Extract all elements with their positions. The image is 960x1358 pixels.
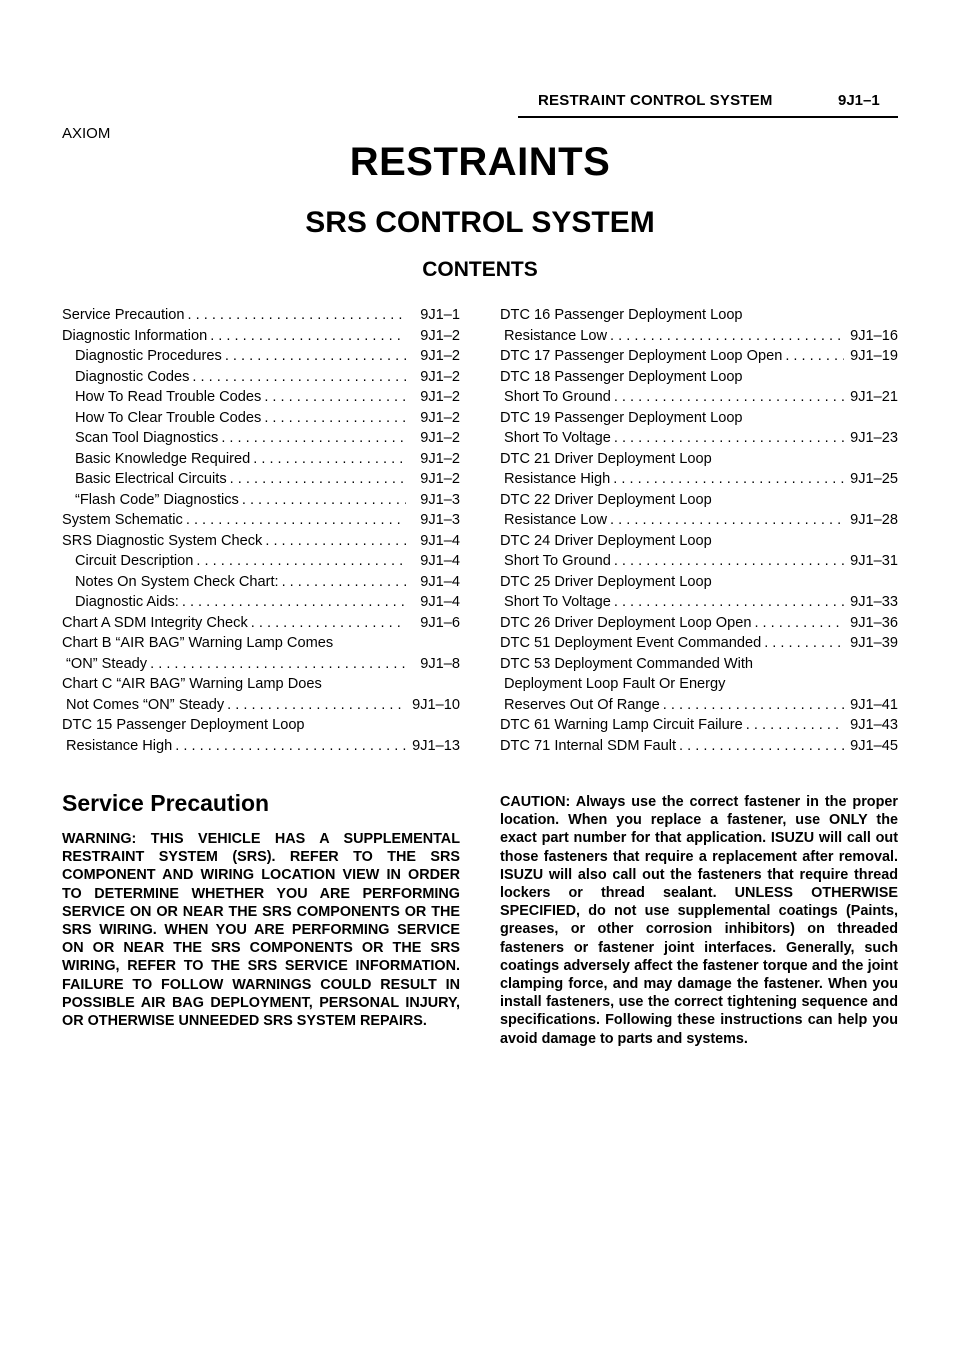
toc-entry-title: How To Clear Trouble Codes (75, 409, 262, 426)
toc-dot-leader (264, 408, 406, 429)
toc-entry-line: Chart C “AIR BAG” Warning Lamp Does (62, 676, 322, 692)
toc-entry-title: SRS Diagnostic System Check (62, 532, 263, 549)
toc-entry-title: Resistance Low (504, 512, 608, 528)
toc-dot-leader (785, 346, 844, 367)
toc-entry-title: DTC 61 Warning Lamp Circuit Failure (500, 717, 743, 733)
toc-entry-line: DTC 24 Driver Deployment Loop (500, 532, 712, 549)
toc-entry (62, 633, 460, 674)
toc-entry (500, 408, 898, 449)
toc-dot-leader (242, 490, 406, 511)
toc-page-number: 9J1–25 (850, 471, 898, 487)
toc-page-number: 9J1–2 (420, 430, 460, 446)
toc-entry (62, 490, 460, 511)
toc-entry (500, 715, 898, 736)
toc-entry (62, 469, 460, 490)
toc-page-number: 9J1–2 (420, 471, 460, 487)
toc-dot-leader (282, 572, 406, 593)
toc-entry (62, 531, 460, 552)
toc-entry-title: DTC 26 Driver Deployment Loop Open (500, 614, 752, 631)
toc-entry (500, 572, 898, 613)
toc-entry-title: Service Precaution (62, 307, 185, 323)
toc-page-number: 9J1–3 (420, 512, 460, 528)
toc-entry (500, 367, 898, 408)
toc-entry-line: DTC 22 Driver Deployment Loop (500, 491, 712, 508)
toc-entry-title: “ON” Steady (66, 655, 148, 672)
toc-page-number: 9J1–28 (850, 512, 898, 528)
toc-page-number: 9J1–4 (420, 594, 460, 610)
toc-page-number: 9J1–19 (850, 348, 898, 364)
toc-entry (500, 346, 898, 367)
toc-page-number: 9J1–2 (420, 348, 460, 364)
toc-dot-leader (251, 613, 406, 634)
toc-page-number: 9J1–6 (420, 614, 460, 631)
toc-entry (62, 408, 460, 429)
toc-entry-title: Short To Ground (504, 389, 611, 405)
toc-dot-leader (679, 736, 844, 757)
toc-entry (62, 572, 460, 593)
toc-dot-leader (253, 449, 406, 470)
toc-entry-title: Diagnostic Codes (75, 368, 190, 385)
toc-entry-title: Not Comes “ON” Steady (66, 696, 225, 713)
toc-page-number: 9J1–1 (420, 307, 460, 323)
toc-entry-title: Chart A SDM Integrity Check (62, 614, 248, 631)
toc-dot-leader (663, 695, 844, 716)
toc-entry (62, 674, 460, 715)
toc-dot-leader (613, 469, 844, 490)
toc-page-number: 9J1–36 (850, 614, 898, 631)
toc-dot-leader (764, 633, 844, 654)
toc-entry (62, 510, 460, 531)
toc-page-number: 9J1–33 (850, 594, 898, 610)
toc-dot-leader (614, 551, 844, 572)
toc-entry (62, 449, 460, 470)
model-label: AXIOM (62, 125, 111, 142)
toc-entry (500, 490, 898, 531)
toc-entry-line: DTC 53 Deployment Commanded With (500, 655, 754, 672)
toc-entry (62, 305, 460, 326)
toc-entry (500, 449, 898, 490)
toc-entry-title: Reserves Out Of Range (504, 696, 660, 713)
toc-entry-title: Short To Voltage (504, 430, 611, 446)
toc-page-number: 9J1–2 (420, 389, 460, 405)
toc-entry-title: Short To Ground (504, 553, 611, 569)
toc-entry (62, 551, 460, 572)
toc-page-number: 9J1–2 (420, 409, 460, 426)
toc-entry-line: DTC 16 Passenger Deployment Loop (500, 307, 743, 323)
toc-entry (62, 613, 460, 634)
toc-dot-leader (175, 736, 406, 757)
toc-entry-title: System Schematic (62, 512, 183, 528)
toc-entry (62, 367, 460, 388)
toc-dot-leader (610, 326, 844, 347)
warning-paragraph: WARNING: THIS VEHICLE HAS A SUPPLEMENTAL RESTRAINT SYSTEM (SRS). REFER TO THE SRS COMPONENT AND WIRING LOCATION VIEW IN ORDER TO DETERMINE WHETHER YOU ARE PERFORMING SERVICE ON OR NEAR THE SRS COMPONENTS OR THE SRS WIRING. WHEN YOU ARE PERFORMING SERVICE ON OR NEAR THE SRS COMPONENTS OR THE SRS WIRING, REFER TO THE SRS SERVICE INFORMATION. FAILURE TO FOLLOW WARNINGS COULD RESULT IN POSSIBLE AIR BAG DEPLOYMENT, PERSONAL INJURY, OR OTHERWISE UNNEEDED SRS SYSTEM REPAIRS. (62, 831, 460, 1030)
toc-dot-leader (754, 613, 844, 634)
system-title: SRS CONTROL SYSTEM (305, 206, 655, 239)
toc-entry (500, 654, 898, 716)
toc-entry-line: DTC 25 Driver Deployment Loop (500, 573, 712, 590)
toc-dot-leader (221, 428, 406, 449)
toc-entry-title: DTC 17 Passenger Deployment Loop Open (500, 348, 783, 364)
toc-dot-leader (614, 428, 844, 449)
section-heading: Service Precaution (62, 790, 270, 816)
toc-page-number: 9J1–4 (420, 573, 460, 590)
toc-entry-title: Scan Tool Diagnostics (75, 430, 219, 446)
toc-entry (62, 387, 460, 408)
toc-left-column (62, 305, 460, 756)
toc-page-number: 9J1–4 (420, 532, 460, 549)
caution-paragraph: CAUTION: Always use the correct fastener in the proper location. When you replace a fastener, use ONLY the exact part number for that application. ISUZU will call out those fasteners that require a replacement after removal. ISUZU will also call out the fasteners that require thread lockers or thread sealant. UNLESS OTHERWISE SPECIFIED, do not use supplemental coatings (Paints, greases, or other corrosion inhibitors) on threaded fasteners or fastener joint interfaces. Generally, such coatings adversely affect the fastener torque and the joint clamping force, and may damage the fastener. When you install fasteners, use the correct tightening sequence and specifications. Following these instructions can help you avoid damage to parts and systems. (500, 794, 898, 1047)
toc-entry-line: DTC 21 Driver Deployment Loop (500, 450, 712, 467)
toc-dot-leader (210, 326, 406, 347)
toc-entry-title: DTC 71 Internal SDM Fault (500, 737, 676, 754)
toc-entry-title: Basic Knowledge Required (75, 450, 251, 467)
header-section-title: RESTRAINT CONTROL SYSTEM (538, 92, 773, 109)
toc-dot-leader (746, 715, 844, 736)
toc-entry-title: Circuit Description (75, 553, 194, 569)
header-page-number: 9J1–1 (838, 92, 880, 109)
toc-entry (500, 613, 898, 634)
toc-entry (500, 531, 898, 572)
toc-entry (62, 326, 460, 347)
toc-entry (62, 592, 460, 613)
toc-dot-leader (182, 592, 406, 613)
toc-dot-leader (227, 695, 406, 716)
toc-entry-title: Diagnostic Aids: (75, 594, 179, 610)
toc-dot-leader (614, 592, 844, 613)
toc-entry-title: DTC 51 Deployment Event Commanded (500, 635, 762, 651)
toc-entry (62, 346, 460, 367)
toc-page-number: 9J1–4 (420, 553, 460, 569)
toc-page-number: 9J1–31 (850, 553, 898, 569)
toc-page-number: 9J1–3 (420, 491, 460, 508)
toc-dot-leader (614, 387, 844, 408)
toc-page-number: 9J1–2 (420, 327, 460, 344)
toc-page-number: 9J1–43 (850, 717, 898, 733)
toc-page-number: 9J1–2 (420, 450, 460, 467)
toc-page-number: 9J1–16 (850, 327, 898, 344)
toc-entry-line: DTC 15 Passenger Deployment Loop (62, 717, 305, 733)
toc-entry-title: “Flash Code” Diagnostics (75, 491, 239, 508)
toc-entry (500, 305, 898, 346)
toc-entry-title: Diagnostic Information (62, 327, 208, 344)
toc-entry (500, 633, 898, 654)
toc-entry-title: Basic Electrical Circuits (75, 471, 227, 487)
toc-entry-line: DTC 18 Passenger Deployment Loop (500, 368, 743, 385)
toc-page-number: 9J1–2 (420, 368, 460, 385)
toc-entry-title: Diagnostic Procedures (75, 348, 222, 364)
toc-dot-leader (186, 510, 406, 531)
toc-page-number: 9J1–13 (412, 737, 460, 754)
toc-entry-title: Resistance High (504, 471, 611, 487)
toc-entry-title: Short To Voltage (504, 594, 611, 610)
toc-page-number: 9J1–39 (850, 635, 898, 651)
toc-dot-leader (230, 469, 406, 490)
toc-right-column (500, 305, 898, 756)
toc-entry-line: DTC 19 Passenger Deployment Loop (500, 409, 743, 426)
toc-page-number: 9J1–8 (420, 655, 460, 672)
toc-entry-line: Chart B “AIR BAG” Warning Lamp Comes (62, 635, 334, 651)
toc-entry-title: Resistance High (66, 737, 173, 754)
toc-dot-leader (196, 551, 406, 572)
toc-entry (62, 715, 460, 756)
toc-page-number: 9J1–45 (850, 737, 898, 754)
toc-dot-leader (610, 510, 844, 531)
toc-entry-title: How To Read Trouble Codes (75, 389, 262, 405)
toc-dot-leader (150, 654, 406, 675)
contents-heading: CONTENTS (422, 258, 538, 281)
header-rule (518, 116, 898, 118)
toc-page-number: 9J1–41 (850, 696, 898, 713)
toc-entry-title: Resistance Low (504, 327, 608, 344)
toc-dot-leader (192, 367, 406, 388)
toc-dot-leader (188, 305, 407, 326)
toc-page-number: 9J1–10 (412, 696, 460, 713)
toc-page-number: 9J1–23 (850, 430, 898, 446)
page-title: RESTRAINTS (349, 140, 611, 184)
toc-entry (500, 736, 898, 757)
toc-dot-leader (225, 346, 406, 367)
toc-entry-line: Deployment Loop Fault Or Energy (504, 676, 726, 692)
toc-dot-leader (264, 387, 406, 408)
toc-entry (62, 428, 460, 449)
toc-page-number: 9J1–21 (850, 389, 898, 405)
toc-dot-leader (265, 531, 406, 552)
toc-entry-title: Notes On System Check Chart: (75, 573, 279, 590)
